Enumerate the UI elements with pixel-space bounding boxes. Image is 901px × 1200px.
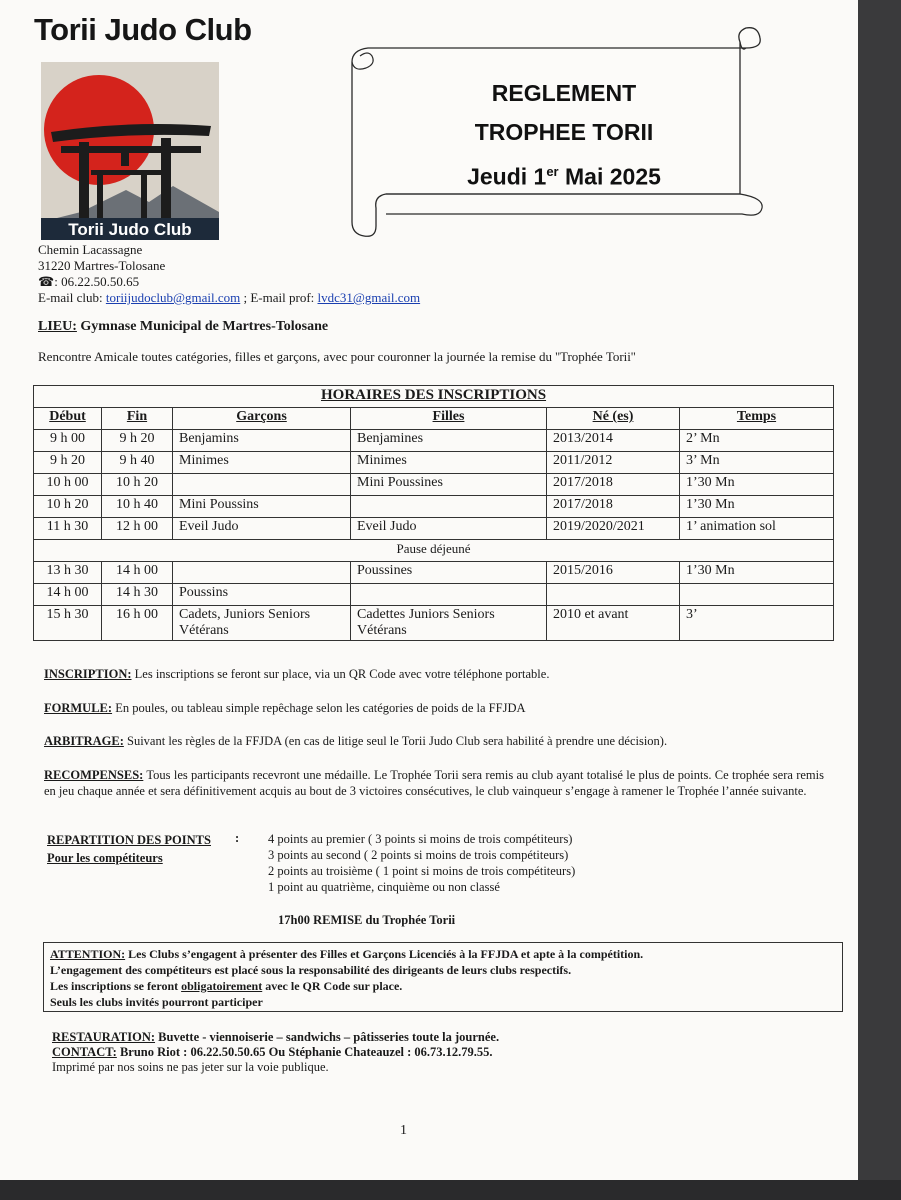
table-cell [173, 474, 351, 496]
column-header: Filles [351, 408, 547, 430]
inscription-paragraph [44, 666, 824, 682]
table-cell: 9 h 40 [102, 452, 173, 474]
inscription-label: INSCRIPTION: [44, 667, 132, 681]
club-contact [38, 242, 420, 306]
table-cell: Cadettes Juniors Seniors Vétérans [351, 606, 547, 641]
table-cell: Eveil Judo [351, 518, 547, 540]
table-cell: 14 h 00 [34, 584, 102, 606]
repartition-title [47, 831, 211, 849]
attention-line1 [50, 946, 836, 962]
table-cell: 3’ [680, 606, 834, 641]
table-cell [680, 584, 834, 606]
attention-line3 [50, 978, 836, 994]
table-cell: 2015/2016 [547, 562, 680, 584]
recompenses-paragraph [44, 767, 824, 799]
attention-text3b: obligatoirement [181, 979, 263, 993]
rencontre-text: Rencontre Amicale toutes catégories, filles et garçons, avec pour couronner la journée la remise du ''Trophée Torii'' [38, 349, 636, 364]
recompenses-text: Tous les participants recevront une médaille. Le Trophée Torii sera remis au club ayant totalisé le plus de points. Ce trophée sera remis en jeu chaque année et sera définitivement acquis au bout de 3 victoires consécutives, le club vainqueur s’engage à ramener le Trophée l’année suivante. [44, 768, 824, 798]
table-cell: Mini Poussines [351, 474, 547, 496]
table-cell: 10 h 00 [34, 474, 102, 496]
contact-label: CONTACT: [52, 1045, 117, 1059]
table-cell: Poussines [351, 562, 547, 584]
table-cell: 15 h 30 [34, 606, 102, 641]
points-list [268, 831, 575, 895]
table-cell: 2010 et avant [547, 606, 680, 641]
attention-text3c: avec le QR Code sur place. [262, 979, 403, 993]
phone-line [38, 274, 420, 290]
column-header: Fin [102, 408, 173, 430]
contact-text: Bruno Riot : 06.22.50.50.65 Ou Stéphanie Chateauzel : 06.73.12.79.55. [116, 1045, 493, 1059]
banner-date-prefix: Jeudi 1 [467, 163, 547, 190]
table-cell: 2019/2020/2021 [547, 518, 680, 540]
address-line1: Chemin Lacassagne [38, 242, 143, 257]
table-cell: Poussins [173, 584, 351, 606]
attention-label: ATTENTION: [50, 947, 126, 961]
formule-paragraph [44, 700, 824, 716]
repartition-colon: : [235, 831, 240, 845]
schedule-table [33, 385, 834, 641]
table-row [34, 496, 834, 518]
list-item: 1 point au quatrième, cinquième ou non classé [268, 880, 500, 894]
table-cell: 1’30 Mn [680, 474, 834, 496]
table-cell: Cadets, Juniors Seniors Vétérans [173, 606, 351, 641]
inscription-text: Les inscriptions se feront sur place, via un QR Code avec votre téléphone portable. [131, 667, 550, 681]
repartition-title-text: REPARTITION DES POINTS [47, 833, 211, 847]
banner-date-sup: er [546, 164, 559, 179]
column-header: Début [34, 408, 102, 430]
phone-number: : 06.22.50.50.65 [54, 274, 140, 289]
recompenses-label: RECOMPENSES: [44, 768, 144, 782]
club-title: Torii Judo Club [34, 12, 252, 47]
list-item: 4 points au premier ( 3 points si moins de trois compétiteurs) [268, 832, 573, 846]
table-cell: 2017/2018 [547, 496, 680, 518]
column-header: Né (es) [547, 408, 680, 430]
table-cell: Minimes [351, 452, 547, 474]
contact-line [52, 1045, 499, 1060]
table-header-row [34, 408, 834, 430]
lieu-value: Gymnase Municipal de Martres-Tolosane [76, 319, 329, 334]
table-cell: 10 h 20 [102, 474, 173, 496]
column-header: Temps [680, 408, 834, 430]
table-cell: 9 h 20 [102, 430, 173, 452]
table-cell: 2013/2014 [547, 430, 680, 452]
email-club-link[interactable]: toriijudoclub@gmail.com [105, 290, 241, 305]
banner-line1: REGLEMENT [491, 80, 637, 106]
pause-label: Pause déjeuné [34, 540, 834, 562]
email-prof-link[interactable]: lvdc31@gmail.com [317, 290, 421, 305]
table-row [34, 518, 834, 540]
remise-line: 17h00 REMISE du Trophée Torii [278, 913, 456, 927]
banner-date-suffix: Mai 2025 [558, 163, 661, 190]
email-club-label: E-mail club: [38, 290, 106, 305]
table-cell: 2017/2018 [547, 474, 680, 496]
lieu-line [38, 319, 328, 335]
table-cell [547, 584, 680, 606]
phone-icon: ☎ [38, 274, 55, 289]
table-cell: 1’30 Mn [680, 496, 834, 518]
table-cell [351, 496, 547, 518]
table-cell: Benjamines [351, 430, 547, 452]
banner-text [380, 74, 748, 197]
repartition-label [47, 831, 211, 867]
table-cell: 12 h 00 [102, 518, 173, 540]
screen-bezel-right [858, 0, 901, 1200]
pause-row [34, 540, 834, 562]
table-cell: Eveil Judo [173, 518, 351, 540]
table-cell: 3’ Mn [680, 452, 834, 474]
list-item: 2 points au troisième ( 1 point si moins de trois compétiteurs) [268, 864, 576, 878]
table-row [34, 606, 834, 641]
table-cell: 11 h 30 [34, 518, 102, 540]
address-line2: 31220 Martres-Tolosane [38, 258, 166, 273]
table-cell [173, 562, 351, 584]
banner-line3 [380, 152, 748, 197]
restauration-line [52, 1030, 499, 1045]
attention-line2: L’engagement des compétiteurs est placé sous la responsabilité des dirigeants de leurs clubs respectifs. [50, 963, 572, 977]
table-cell: 10 h 20 [34, 496, 102, 518]
attention-line4: Seuls les clubs invités pourront participer [50, 995, 263, 1009]
table-row [34, 584, 834, 606]
table-row [34, 452, 834, 474]
table-cell: Minimes [173, 452, 351, 474]
banner-line2: TROPHEE TORII [474, 119, 654, 145]
restauration-text: Buvette - viennoiserie – sandwichs – pâtisseries toute la journée. [155, 1030, 500, 1044]
table-cell [351, 584, 547, 606]
column-header: Garçons [173, 408, 351, 430]
screen-bezel-bottom [0, 1180, 901, 1200]
imprime-line: Imprimé par nos soins ne pas jeter sur la voie publique. [52, 1060, 329, 1074]
lieu-label: LIEU: [38, 319, 77, 334]
table-cell: Benjamins [173, 430, 351, 452]
table-cell: 2011/2012 [547, 452, 680, 474]
table-cell: 14 h 00 [102, 562, 173, 584]
table-cell: 9 h 20 [34, 452, 102, 474]
schedule-title: HORAIRES DES INSCRIPTIONS [34, 386, 834, 408]
attention-text3a: Les inscriptions se feront [50, 979, 182, 993]
table-cell: 10 h 40 [102, 496, 173, 518]
list-item: 3 points au second ( 2 points si moins de trois compétiteurs) [268, 848, 569, 862]
table-cell: 1’ animation sol [680, 518, 834, 540]
email-line [38, 290, 420, 306]
arbitrage-text: Suivant les règles de la FFJDA (en cas de litige seul le Torii Judo Club sera habilité à prendre une décision). [123, 734, 668, 748]
attention-box [43, 942, 843, 1012]
formule-label: FORMULE: [44, 701, 113, 715]
table-row [34, 474, 834, 496]
footer-block [52, 1030, 499, 1075]
table-row [34, 562, 834, 584]
page-number: 1 [400, 1123, 407, 1138]
table-cell: 16 h 00 [102, 606, 173, 641]
email-prof-label: ; E-mail prof: [240, 290, 318, 305]
arbitrage-paragraph [44, 733, 824, 749]
table-cell: 14 h 30 [102, 584, 173, 606]
formule-text: En poules, ou tableau simple repêchage selon les catégories de poids de la FFJDA [112, 701, 526, 715]
repartition-sublabel: Pour les compétiteurs [47, 851, 163, 865]
table-cell: 13 h 30 [34, 562, 102, 584]
torii-logo [41, 62, 219, 240]
arbitrage-label: ARBITRAGE: [44, 734, 124, 748]
table-row [34, 430, 834, 452]
table-cell: 2’ Mn [680, 430, 834, 452]
logo-text: Torii Judo Club [68, 220, 192, 239]
table-cell: Mini Poussins [173, 496, 351, 518]
table-cell: 9 h 00 [34, 430, 102, 452]
attention-text1: Les Clubs s’engagent à présenter des Filles et Garçons Licenciés à la FFJDA et apte à la compétition. [125, 947, 644, 961]
restauration-label: RESTAURATION: [52, 1030, 156, 1044]
table-cell: 1’30 Mn [680, 562, 834, 584]
